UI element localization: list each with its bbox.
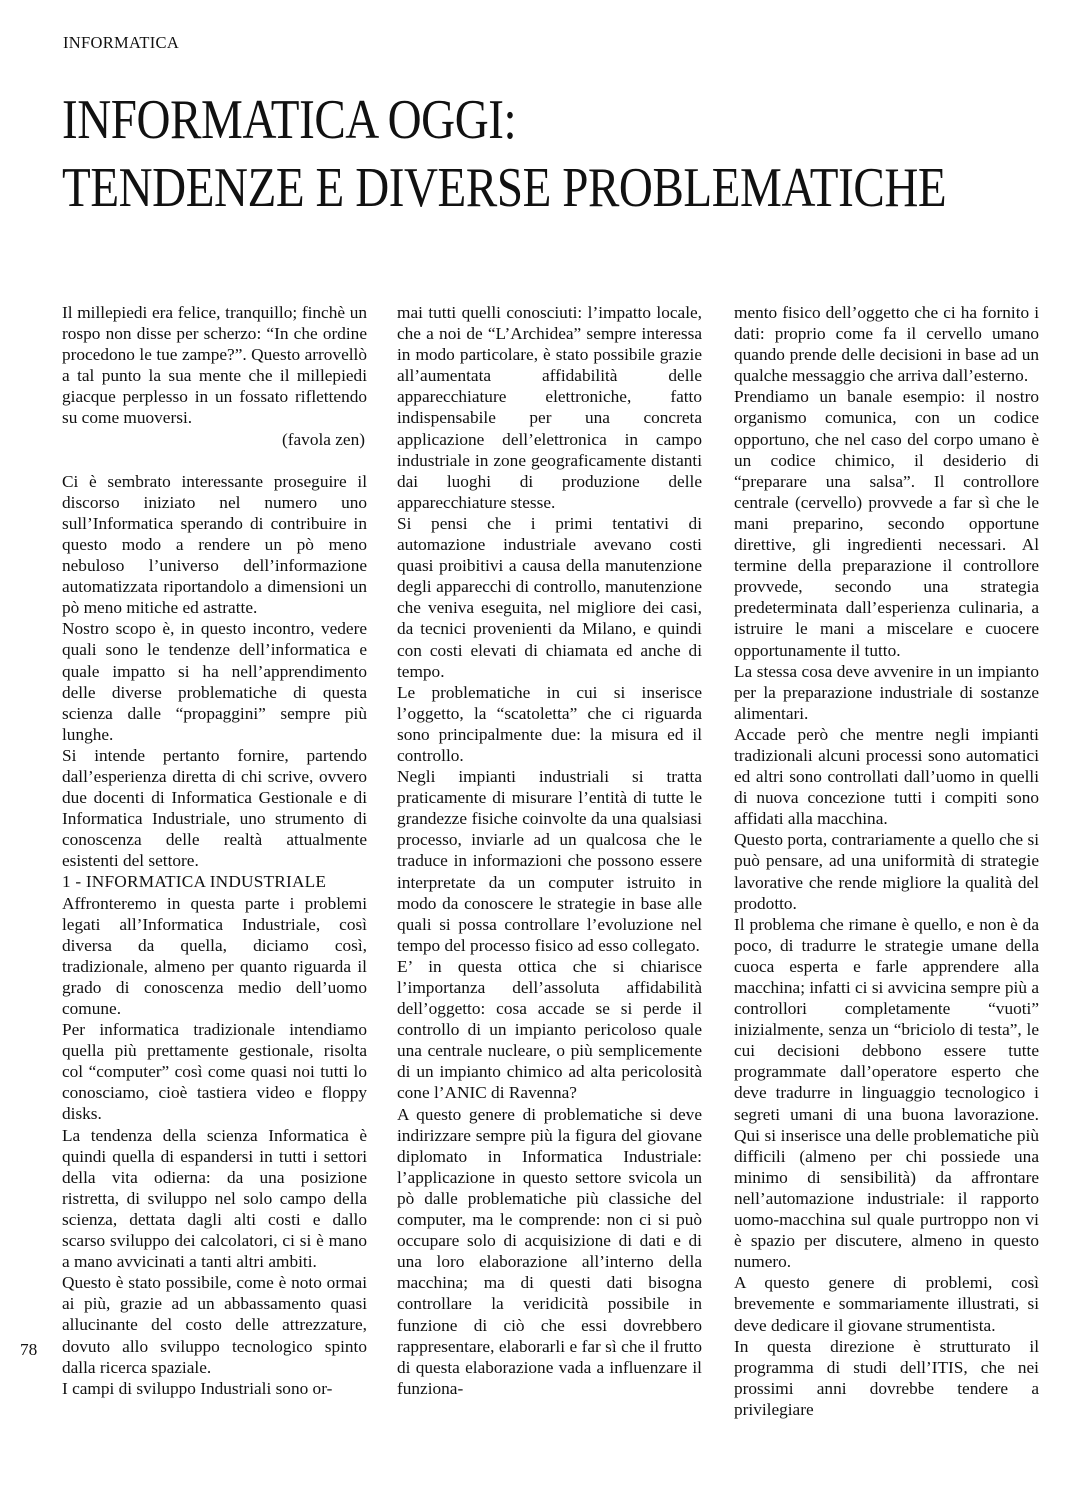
epigraph: Il millepiedi era felice, tranquillo; finchè un rospo non disse per scherzo: “In che ordine procedono le tue zampe?”. Questo arrovellò a tal punto la sua mente che il millepiedi giacque perplesso in un fossato riflettendo su come muoversi.: [62, 303, 367, 428]
paragraph: Si intende pertanto fornire, partendo dall’esperienza diretta di chi scrive, ovvero due docenti di Informatica Gestionale e di Informatica Industriale, uno strumento di conoscenza delle realtà attualmente esistenti del settore.: [62, 745, 367, 871]
paragraph: Per informatica tradizionale intendiamo quella più prettamente gestionale, risolta col “computer” così come quasi noi tutti lo conosciamo, cioè tastiera video e floppy disks.: [62, 1020, 367, 1124]
text-column-3: [734, 302, 1039, 1420]
paragraph: Questo è stato possibile, come è noto ormai ai più, grazie ad un abbassamento quasi allucinante del costo delle attrezzature, dovuto allo sviluppo tecnologico spinto dalla ricerca spaziale.: [62, 1273, 367, 1377]
paragraph: La tendenza della scienza Informatica è quindi quella di espandersi in tutti i settori della vita odierna: da una posizione ristretta, di sviluppo nel solo campo della scienza, dettata dagli alti costi e dallo scarso sviluppo dei calcolatori, ci si è mano a mano avvicinati a tanti altri ambiti.: [62, 1125, 367, 1272]
epigraph-credit: (favola zen): [282, 429, 365, 449]
paragraph: Prendiamo un banale esempio: il nostro organismo comunica, con un codice opportuno, che nel caso del corpo umano è un codice chimico, il desiderio di “preparare una salsa”. Il controllore centrale (cervello) provvede a far sì che le mani preparino, secondo opportune direttive, gli ingredienti necessari. Al termine della preparazione il controllore provvede, secondo una strategia predeterminata dall’esperienza culinaria, a istruire le mani a miscelare e cuocere opportunamente il tutto.: [734, 387, 1039, 660]
paragraph: Si pensi che i primi tentativi di automazione industriale avevano costi quasi proibitivi a causa della manutenzione degli apparecchi di controllo, manutenzione che veniva eseguita, nel migliore dei casi, da tecnici provenienti da Milano, e quindi con costi elevati di chiamata ed anche di tempo.: [397, 513, 702, 681]
paragraph: I campi di sviluppo Industriali sono or-: [62, 1378, 333, 1398]
paragraph: Nostro scopo è, in questo incontro, vedere quali sono le tendenze dell’informatica e quale impatto si ha nell’apprendimento delle diverse problematiche di questa scienza dalle “propaggini” sempre più lunghe.: [62, 619, 367, 744]
paragraph: mai tutti quelli conosciuti: l’impatto locale, che a noi de “L’Archidea” sempre interessa in modo particolare, è stato possibile grazie all’aumentata affidabilità delle apparecchiature elettroniche, fatto indispensabile per una concreta applicazione dell’elettronica in campo industriale in zone geograficamente distanti dai luoghi di produzione delle apparecchiature stesse.: [397, 303, 702, 512]
text-column-1: [62, 302, 367, 1399]
section-label: INFORMATICA: [63, 33, 180, 52]
paragraph: Le problematiche in cui si inserisce l’oggetto, la “scatoletta” che ci riguarda sono principalmente due: la misura ed il controllo.: [397, 682, 702, 765]
paragraph: La stessa cosa deve avvenire in un impianto per la preparazione industriale di sostanze alimentari.: [734, 661, 1039, 723]
paragraph: E’ in questa ottica che si chiarisce l’importanza dell’assoluta affidabilità dell’oggetto: cosa accade se si perde il controllo di un impianto pericoloso quale una centrale nucleare, o più semplicemente di un impianto chimico ad alta pericolosità cone l’ANIC di Ravenna?: [397, 956, 702, 1103]
paragraph: Negli impianti industriali si tratta praticamente di misurare l’entità di tutte le grandezze fisiche coinvolte da una qualsiasi processo, inviarle ad un qualcosa che le traduce in informazioni che possono essere interpretate da un computer istruito in modo da conoscere le strategie in base alle quali si possa controllare l’evoluzione nel tempo del processo fisico ad esso collegato.: [397, 767, 702, 955]
paragraph: Il problema che rimane è quello, e non è da poco, di tradurre le strategie umane della cuoca esperta e farle apprendere alla macchina; infatti ci si avvicina sempre più a controllori completamente “vuoti” inizialmente, senza un “briciolo di testa”, le cui decisioni debbono essere tutte programmate dall’operatore esperto che deve tradurre in linguaggio tecnologico i segreti umani di una buona lavorazione. Qui si inserisce una delle problematiche più difficili (almeno per chi possiede una minimo di sensibilità) da affrontare nell’automazione industriale: il rapporto uomo-macchina sul quale purtroppo non vi è spazio per discutere, almeno in questo numero.: [734, 914, 1039, 1272]
paragraph: A questo genere di problematiche si deve indirizzare sempre più la figura del giovane diplomato in Informatica Industriale: l’applicazione in questo settore svicola un pò dalle problematiche più classiche del computer, ma le comprende: non ci si può occupare solo di acquisizione di dati e di una loro elaborazione all’interno della macchina; ma di questi dati bisogna controllare la veridicità possibile in funzione di ciò che essi dovrebbero rappresentare, elaborarli e far sì che il frutto di questa elaborazione vada a influenzare il funziona-: [397, 1104, 702, 1398]
paragraph: A questo genere di problemi, così brevemente e sommariamente illustrati, si deve dedicare il giovane strumentista.: [734, 1273, 1039, 1335]
text-column-2: [397, 302, 702, 1399]
page-number: 78: [20, 1340, 38, 1359]
headline-line-1: INFORMATICA OGGI:: [62, 89, 517, 151]
paragraph: In questa direzione è strutturato il programma di studi dell’ITIS, che nei prossimi anni dovrebbe tendere a privilegiare: [734, 1336, 1039, 1419]
paragraph: Questo porta, contrariamente a quello che si può pensare, ad una uniformità di strategie lavorative che rende migliore la qualità del prodotto.: [734, 830, 1039, 913]
section-subheading: 1 - INFORMATICA INDUSTRIALE: [62, 872, 327, 892]
headline-line-2: TENDENZE E DIVERSE PROBLEMATICHE: [62, 157, 947, 219]
paragraph: Ci è sembrato interessante proseguire il discorso iniziato nel numero uno sull’Informatica sperando di contribuire in questo modo a rendere un pò meno nebuloso l’universo dell’informazione automatizzata riportandolo a dimensioni un pò meno mitiche ed astratte.: [62, 471, 367, 618]
paragraph: Affronteremo in questa parte i problemi legati all’Informatica Industriale, così diversa da quella, diciamo così, tradizionale, almeno per quanto riguarda il grado di conoscenza medio dell’uomo comune.: [62, 893, 367, 1018]
article-headline: [62, 86, 947, 222]
paragraph: Accade però che mentre negli impianti tradizionali alcuni processi sono automatici ed altri sono controllati dall’uomo in quelli di nuova concezione tutti i compiti sono affidati alla macchina.: [734, 724, 1039, 829]
paragraph: mento fisico dell’oggetto che ci ha fornito i dati: proprio come fa il cervello umano quando prende delle decisioni in base ad un qualche messaggio che arriva dall’esterno.: [734, 303, 1039, 386]
